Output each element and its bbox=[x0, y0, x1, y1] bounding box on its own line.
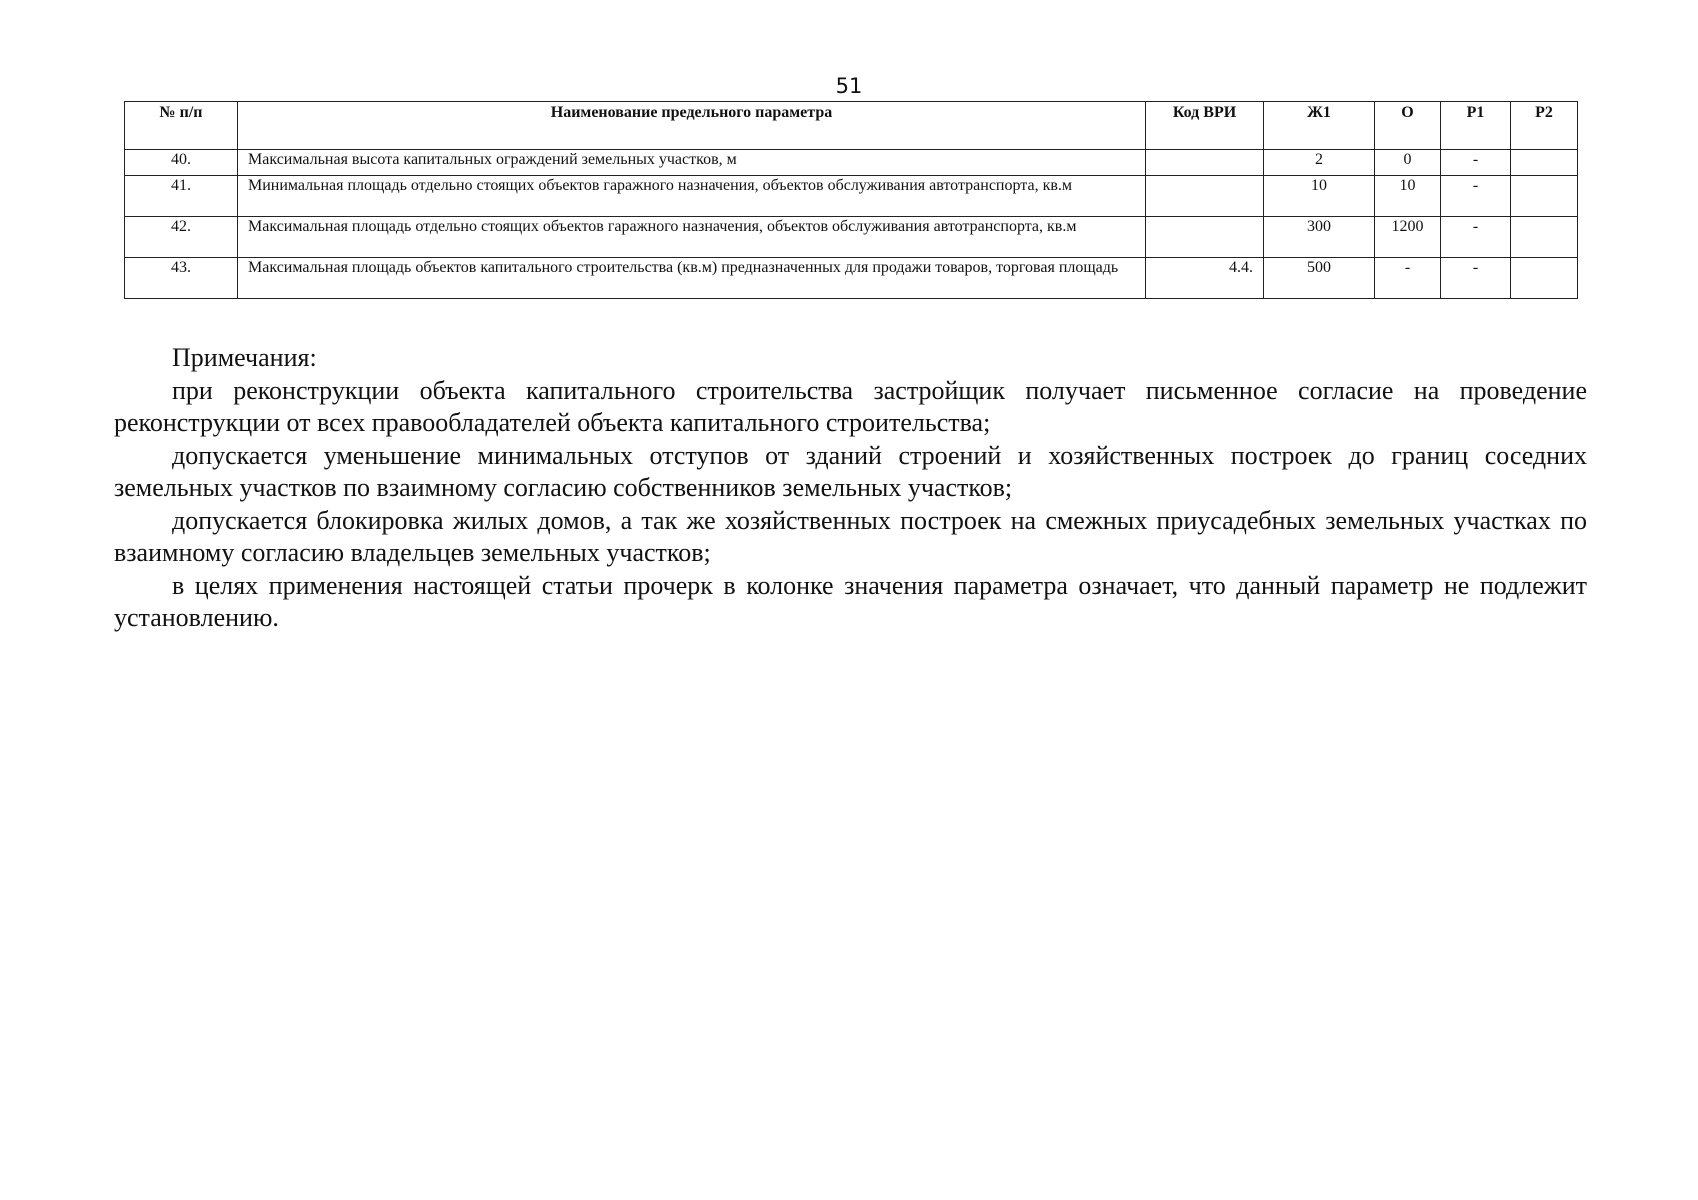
row-r1: - bbox=[1441, 150, 1511, 176]
row-o: 10 bbox=[1375, 176, 1441, 217]
header-code: Код ВРИ bbox=[1146, 102, 1264, 150]
row-num: 41. bbox=[125, 176, 238, 217]
table-row bbox=[125, 176, 1578, 217]
row-code bbox=[1146, 217, 1264, 258]
row-num: 43. bbox=[125, 258, 238, 299]
header-zh1: Ж1 bbox=[1264, 102, 1375, 150]
table-row bbox=[125, 150, 1578, 176]
row-name: Максимальная площадь объектов капитального строительства (кв.м) предназначенных для продажи товаров, торговая площадь bbox=[238, 258, 1146, 299]
row-name: Минимальная площадь отдельно стоящих объектов гаражного назначения, объектов обслуживания автотранспорта, кв.м bbox=[238, 176, 1146, 217]
row-o: - bbox=[1375, 258, 1441, 299]
row-zh1: 300 bbox=[1264, 217, 1375, 258]
note-item: допускается блокировка жилых домов, а так же хозяйственных построек на смежных приусадебных земельных участках по взаимному согласию владельцев земельных участков; bbox=[114, 505, 1587, 567]
notes-section bbox=[114, 342, 1587, 635]
row-o: 1200 bbox=[1375, 217, 1441, 258]
parameters-table bbox=[124, 101, 1578, 299]
table-row bbox=[125, 217, 1578, 258]
header-r2: Р2 bbox=[1511, 102, 1578, 150]
row-code bbox=[1146, 176, 1264, 217]
note-item: в целях применения настоящей статьи прочерк в колонке значения параметра означает, что данный параметр не подлежит установлению. bbox=[114, 570, 1587, 632]
table-row bbox=[125, 258, 1578, 299]
row-name: Максимальная площадь отдельно стоящих объектов гаражного назначения, объектов обслуживания автотранспорта, кв.м bbox=[238, 217, 1146, 258]
row-zh1: 500 bbox=[1264, 258, 1375, 299]
note-item: при реконструкции объекта капитального строительства застройщик получает письменное согласие на проведение реконструкции от всех правообладателей объекта капитального строительства; bbox=[114, 375, 1587, 437]
page-number: 51 bbox=[835, 74, 863, 98]
table-header-row bbox=[125, 102, 1578, 150]
row-r2 bbox=[1511, 150, 1578, 176]
header-o: О bbox=[1375, 102, 1441, 150]
row-zh1: 10 bbox=[1264, 176, 1375, 217]
row-code: 4.4. bbox=[1146, 258, 1264, 299]
row-r2 bbox=[1511, 176, 1578, 217]
row-r2 bbox=[1511, 217, 1578, 258]
row-r1: - bbox=[1441, 258, 1511, 299]
row-o: 0 bbox=[1375, 150, 1441, 176]
row-r1: - bbox=[1441, 176, 1511, 217]
header-name: Наименование предельного параметра bbox=[238, 102, 1146, 150]
row-zh1: 2 bbox=[1264, 150, 1375, 176]
row-r2 bbox=[1511, 258, 1578, 299]
row-num: 42. bbox=[125, 217, 238, 258]
row-name: Максимальная высота капитальных ограждений земельных участков, м bbox=[238, 150, 1146, 176]
header-r1: Р1 bbox=[1441, 102, 1511, 150]
row-r1: - bbox=[1441, 217, 1511, 258]
notes-heading: Примечания: bbox=[172, 343, 317, 372]
row-num: 40. bbox=[125, 150, 238, 176]
note-item: допускается уменьшение минимальных отступов от зданий строений и хозяйственных построек до границ соседних земельных участков по взаимному согласию собственников земельных участков; bbox=[114, 440, 1587, 502]
row-code bbox=[1146, 150, 1264, 176]
header-num: № п/п bbox=[125, 102, 238, 150]
